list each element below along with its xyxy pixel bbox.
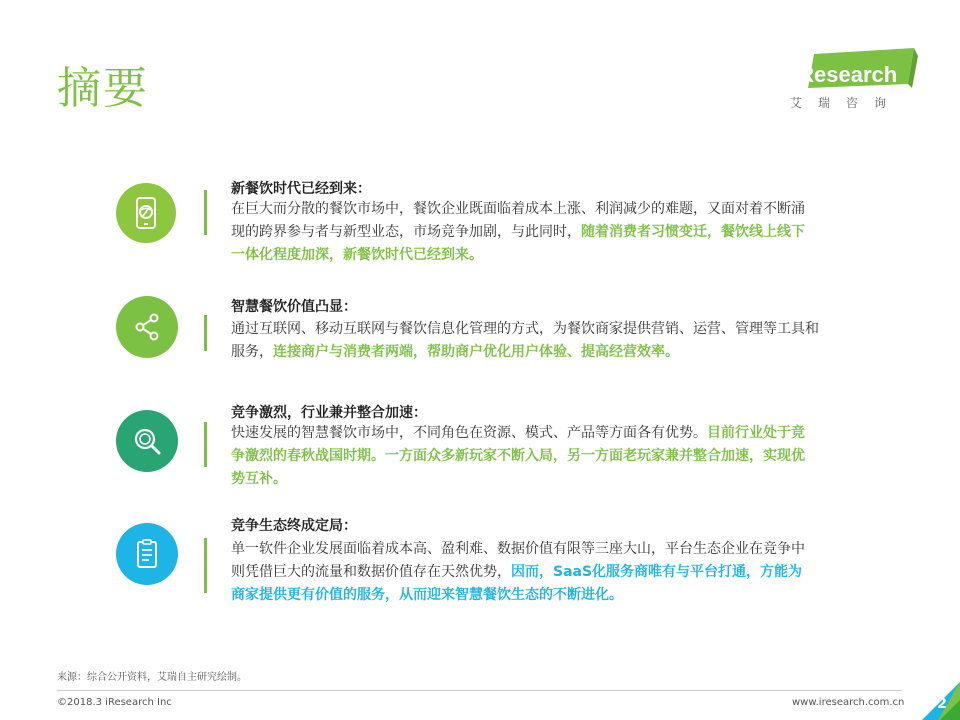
logo-brand-text: iResearch <box>792 62 898 87</box>
copyright-text: ©2018.3 iResearch Inc <box>57 697 172 708</box>
section-body <box>231 318 831 364</box>
page-title: 摘要 <box>57 63 149 114</box>
section-icon-circle <box>116 183 176 243</box>
section-body-text: 通过互联网、移动互联网与餐饮信息化管理的方式，为餐饮商家提供营销、运营、管理等工具和服务， <box>231 321 819 360</box>
section-body-text: 在巨大而分散的餐饮市场中，餐饮企业既面临着成本上涨、利润减少的难题，又面对着不断涌现的跨界参与者与新型业态，市场竞争加剧，与此同时， <box>231 201 805 240</box>
magnifier-icon <box>130 424 164 458</box>
section-body <box>231 538 816 607</box>
section-divider <box>204 538 207 593</box>
section-body <box>231 198 816 267</box>
section-body-highlight: 目前行业处于竞争激烈的春秋战国时期。一方面众多新玩家不断入局，另一方面老玩家兼并整合加速，实现优势互补。 <box>231 425 805 487</box>
section-heading: 新餐饮时代已经到来： <box>231 181 371 197</box>
source-note: 来源：综合公开资料，艾瑞自主研究绘制。 <box>57 672 247 683</box>
mobile-globe-icon <box>129 196 163 230</box>
section-body-highlight: 随着消费者习惯变迁，餐饮线上线下一体化程度加深，新餐饮时代已经到来。 <box>231 224 805 263</box>
section-icon-circle <box>116 296 178 358</box>
section-divider <box>204 422 207 467</box>
page-number: 2 <box>937 696 947 712</box>
section-icon-circle <box>116 410 178 472</box>
section-body-highlight: 连接商户与消费者两端，帮助商户优化用户体验、提高经营效率。 <box>273 344 679 360</box>
section-heading: 智慧餐饮价值凸显： <box>231 299 357 315</box>
clipboard-icon <box>130 537 164 571</box>
section-divider <box>204 315 207 351</box>
corner-decoration <box>910 670 960 720</box>
section-body-text: 快速发展的智慧餐饮市场中，不同角色在资源、模式、产品等方面各有优势。 <box>231 425 707 441</box>
section-body-text: 单一软件企业发展面临着成本高、盈利难、数据价值有限等三座大山，平台生态企业在竞争中则凭借巨大的流量和数据价值存在天然优势， <box>231 541 805 580</box>
website-link[interactable]: www.iresearch.com.cn <box>792 697 905 708</box>
footer-divider <box>57 690 902 691</box>
section-body-highlight: 因而，SaaS化服务商唯有与平台打通，方能为商家提供更有价值的服务，从而迎来智慧餐饮生态的不断进化。 <box>231 564 803 603</box>
section-heading: 竞争生态终成定局： <box>231 518 357 534</box>
section-icon-circle <box>116 523 178 585</box>
section-heading: 竞争激烈，行业兼并整合加速： <box>231 405 427 421</box>
share-icon <box>130 310 164 344</box>
logo-cn-text: 艾瑞咨询 <box>790 96 903 110</box>
section-body <box>231 422 816 491</box>
section-divider <box>204 190 207 235</box>
